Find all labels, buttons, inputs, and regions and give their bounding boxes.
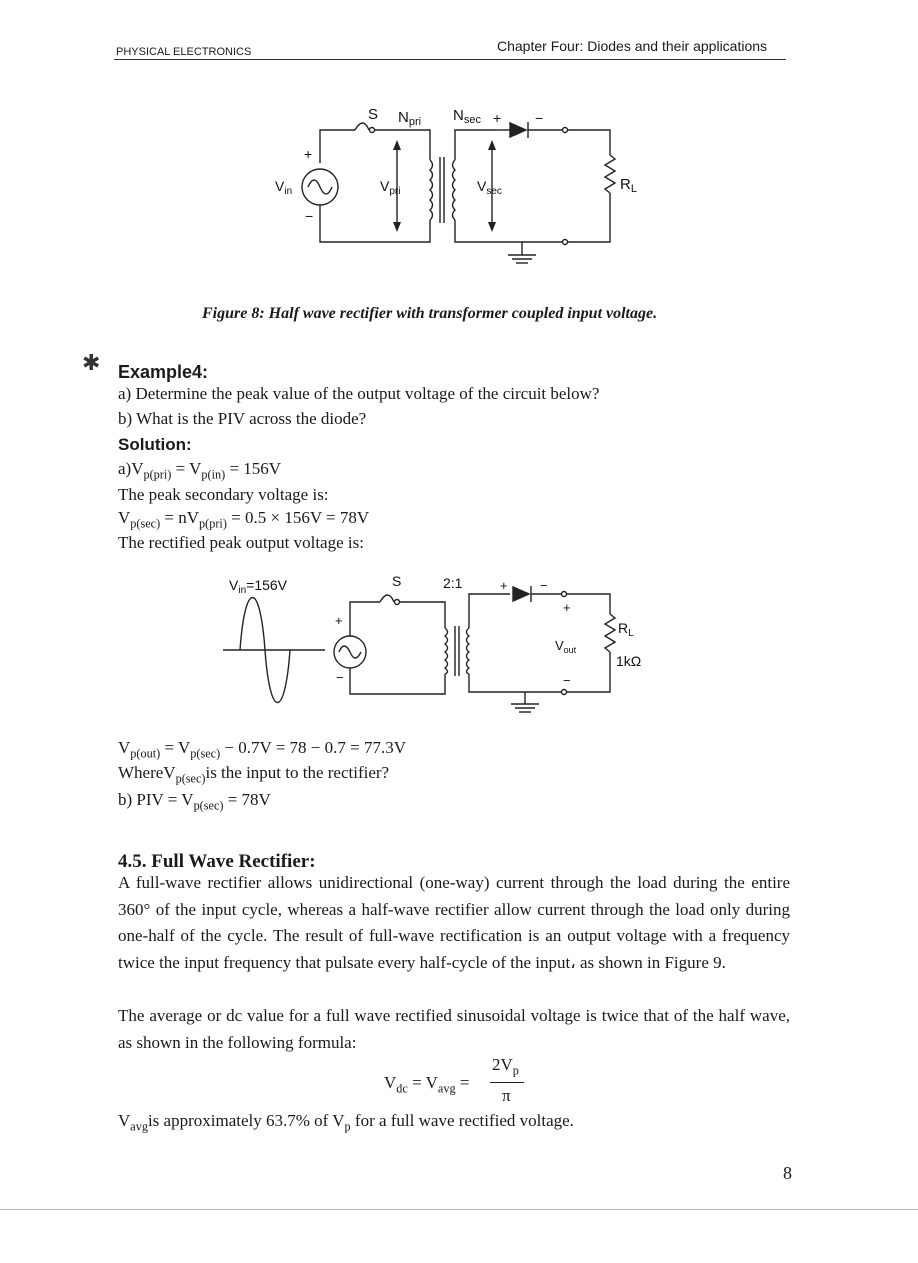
ex-vin-label: $V_{in}=156V$ <box>229 577 288 596</box>
result-line-3: b) PIV = $V_{p(sec)} = 78V$ <box>118 790 271 813</box>
ex-sec-bottom <box>469 674 561 692</box>
ex-wire-top <box>350 602 380 636</box>
result-line-2: WhereV$_{p(sec)}$is the input to the rectifier? <box>118 763 390 786</box>
fig8-sec-top <box>455 130 495 160</box>
ex-source-wave <box>339 646 361 658</box>
ex-rl-label: $R_L$ <box>618 620 634 639</box>
ex-vout-minus: − <box>563 673 571 688</box>
ex-diode-plus: + <box>500 578 508 593</box>
solution-line-3: $V_{p(sec)} = nV_{p(pri)} = 0.5 \times 156V = 78V$ <box>118 508 370 531</box>
fig8-diode <box>510 123 526 137</box>
ex-vout-plus: + <box>563 600 571 615</box>
fig8-out-wire <box>568 130 610 155</box>
ex-return-wire <box>567 652 610 692</box>
fig8-gnd-terminal <box>563 240 568 245</box>
fig8-npri-label: $N_{pri}$ <box>398 109 422 128</box>
fig8-sec-bottom <box>455 220 562 242</box>
ex-wire <box>399 602 445 628</box>
ex-primary-coil <box>445 628 448 674</box>
result-line-1: $V_{p(out)} = V_{p(sec)} - 0.7V = 78 - 0.7 = 77.3V$ <box>118 738 406 761</box>
fig8-return-wire <box>568 193 610 242</box>
section-last-line: $V_{avg}is$ approximately 63.7% of $V_p$ for a full wave rectified voltage. <box>118 1111 574 1134</box>
ex-r-value: 1kΩ <box>616 653 642 669</box>
header-rule <box>114 59 786 60</box>
section-paragraph-2: The average or dc value for a full wave rectified sinusoidal voltage is twice that of the half wave, as shown in the following formula: <box>118 1006 790 1052</box>
fig8-wire-bottom <box>320 205 430 242</box>
fig8-src-plus: + <box>304 146 313 162</box>
scan-bottom-edge <box>0 1209 918 1210</box>
ex-switch-arc <box>380 595 394 602</box>
ex-vout-label: $V_{out}$ <box>555 638 577 655</box>
margin-star-mark: ✱ <box>82 350 101 375</box>
ex-secondary-coil <box>467 628 470 674</box>
header-left: PHYSICAL ELECTRONICS <box>116 46 252 58</box>
fig8-src-minus: − <box>305 208 314 224</box>
fig8-source-wave <box>308 180 332 194</box>
formula-lhs: $V_{dc} = V_{avg}$ = <box>384 1073 470 1096</box>
page-number: 8 <box>783 1163 792 1183</box>
example-circuit <box>215 570 645 720</box>
solution-label: Solution: <box>118 435 192 454</box>
solution-line-4: The rectified peak output voltage is: <box>118 533 364 552</box>
ex-resistor <box>605 614 615 652</box>
fig8-wire <box>320 130 355 163</box>
fig8-wire-top <box>374 130 430 160</box>
ex-switch-contact <box>395 600 400 605</box>
fig8-switch-label: S <box>368 106 379 123</box>
fig8-diode-minus: − <box>535 110 544 126</box>
fig8-out-terminal <box>563 128 568 133</box>
formula-numerator: $2V_p$ <box>492 1055 519 1078</box>
solution-line-2: The peak secondary voltage is: <box>118 485 329 504</box>
formula-denominator: π <box>502 1086 511 1105</box>
example-question-a: a) Determine the peak value of the output voltage of the circuit below? <box>118 384 600 403</box>
figure-8-circuit <box>260 95 660 280</box>
fig8-secondary-coil <box>453 160 456 220</box>
ex-out-wire <box>567 594 610 614</box>
example-title: Example4: <box>118 362 209 382</box>
ex-diode <box>513 587 529 601</box>
ex-src-minus: − <box>336 670 344 685</box>
fig8-rl-label: $R_L$ <box>620 176 637 195</box>
fig8-vpri-label: $V_{pri}$ <box>380 178 401 197</box>
fig8-vin-label: $V_{in}$ <box>275 178 293 197</box>
ex-diode-minus: − <box>540 578 548 593</box>
ex-src-plus: + <box>335 613 343 628</box>
section-paragraph-1: A full-wave rectifier allows unidirectional (one-way) current through the load during the entire 360° of the input cycle, whereas a half-wave rectifier allow current through the load only during one-half of the cycle. The result of full-wave rectification is an output voltage with a frequency twice the input frequency that pulsate every half-cycle of the input، as shown in Figure 9. <box>118 873 790 972</box>
figure-8-caption: Figure 8: Half wave rectifier with transformer coupled input voltage. <box>202 305 658 322</box>
fig8-primary-coil <box>430 160 433 220</box>
formula-fraction-bar <box>490 1082 524 1083</box>
ex-wire-bottom <box>350 668 445 694</box>
ex-sec-top <box>469 594 510 628</box>
fig8-switch-contact <box>370 128 375 133</box>
solution-line-1: $a)V_{p(pri)} = V_{p(in)} = 156V$ <box>118 459 282 482</box>
section-title: 4.5. Full Wave Rectifier: <box>118 851 316 872</box>
ex-ratio-label: 2:1 <box>443 575 463 591</box>
example-question-b: b) What is the PIV across the diode? <box>118 409 367 428</box>
fig8-vsec-label: $V_{sec}$ <box>477 178 502 197</box>
fig8-nsec-label: $N_{sec}$ <box>453 107 481 126</box>
fig8-resistor <box>605 155 615 193</box>
ex-out-terminal <box>562 592 567 597</box>
header-right: Chapter Four: Diodes and their applications <box>497 38 768 54</box>
ex-gnd-terminal <box>562 690 567 695</box>
fig8-switch-arc <box>355 123 369 130</box>
fig8-nsec-plus: + <box>493 110 502 126</box>
ex-switch-label: S <box>392 573 402 589</box>
